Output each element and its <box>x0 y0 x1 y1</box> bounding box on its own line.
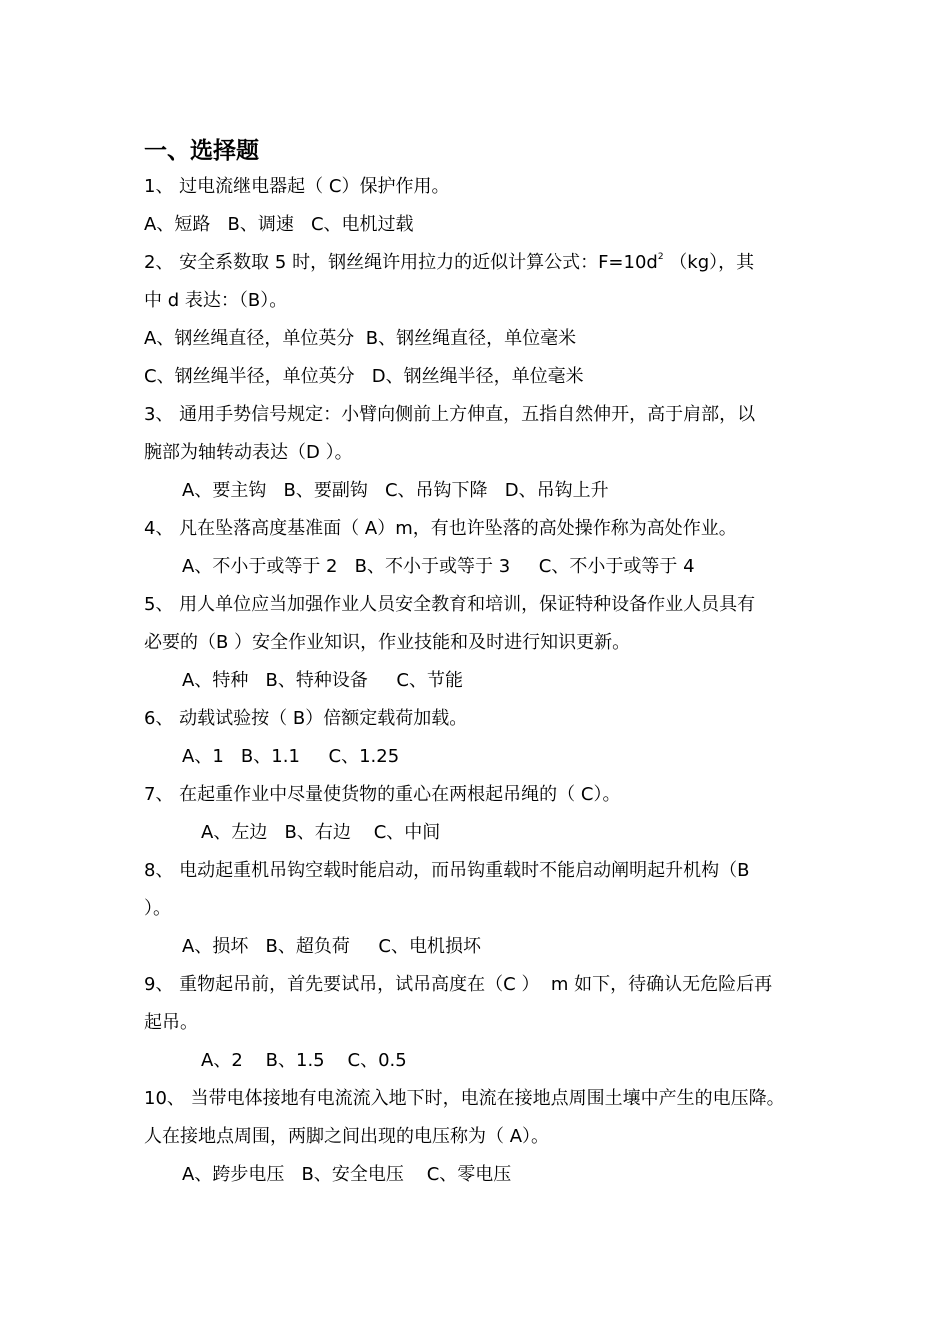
question-4-options: A、不小于或等于 2 B、不小于或等于 3 C、不小于或等于 4 <box>182 556 695 577</box>
question-7: 7、 在起重作业中尽量使货物的重心在两根起吊绳的（ C）。 <box>144 784 621 805</box>
question-6: 6、 动载试验按（ B）倍额定载荷加载。 <box>144 708 468 729</box>
question-5-options: A、特种 B、特种设备 C、节能 <box>182 670 464 691</box>
question-7-options: A、左边 B、右边 C、中间 <box>201 822 441 843</box>
question-8-options: A、损坏 B、超负荷 C、电机损坏 <box>182 936 482 957</box>
question-10-line-2: 人在接地点周围，两脚之间出现的电压称为（ A）。 <box>144 1126 550 1147</box>
question-2-options-2: C、钢丝绳半径，单位英分 D、钢丝绳半径，单位毫米 <box>144 366 584 387</box>
question-2-line-2: 中 d 表达：（B）。 <box>144 290 288 311</box>
question-1-options: A、短路 B、调速 C、电机过载 <box>144 214 414 235</box>
question-8-line-1: 8、 电动起重机吊钩空载时能启动，而吊钩重载时不能启动阐明起升机构（B <box>144 860 750 881</box>
question-5-line-1: 5、 用人单位应当加强作业人员安全教育和培训，保证特种设备作业人员具有 <box>144 594 756 615</box>
question-5-line-2: 必要的（B ）安全作业知识，作业技能和及时进行知识更新。 <box>144 632 631 653</box>
question-2-options-1: A、钢丝绳直径，单位英分 B、钢丝绳直径，单位毫米 <box>144 328 577 349</box>
question-9-options: A、2 B、1.5 C、0.5 <box>201 1050 407 1071</box>
question-1: 1、 过电流继电器起（ C）保护作用。 <box>144 176 450 197</box>
question-10-options: A、跨步电压 B、安全电压 C、零电压 <box>182 1164 512 1185</box>
question-6-options: A、1 B、1.1 C、1.25 <box>182 746 400 767</box>
question-9-line-1: 9、 重物起吊前，首先要试吊，试吊高度在（C ） m 如下，待确认无危险后再 <box>144 974 773 995</box>
superscript-2: 2 <box>657 252 664 262</box>
question-2-text-b: （kg），其 <box>663 252 755 273</box>
question-10-line-1: 10、 当带电体接地有电流流入地下时，电流在接地点周围土壤中产生的电压降。 <box>144 1088 785 1109</box>
question-8-line-2: ）。 <box>144 898 171 919</box>
question-2-line-1 <box>144 251 754 275</box>
question-3-line-2: 腕部为轴转动表达（D ）。 <box>144 442 353 463</box>
question-3-options: A、要主钩 B、要副钩 C、吊钩下降 D、吊钩上升 <box>182 480 609 501</box>
question-2-text-a: 2、 安全系数取 5 时，钢丝绳许用拉力的近似计算公式：F=10d <box>144 252 658 273</box>
section-title: 一、选择题 <box>144 138 259 164</box>
question-3-line-1: 3、 通用手势信号规定：小臂向侧前上方伸直，五指自然伸开，高于肩部，以 <box>144 404 756 425</box>
question-9-line-2: 起吊。 <box>144 1012 198 1033</box>
question-4: 4、 凡在坠落高度基准面（ A）m，有也许坠落的高处操作称为高处作业。 <box>144 518 737 539</box>
